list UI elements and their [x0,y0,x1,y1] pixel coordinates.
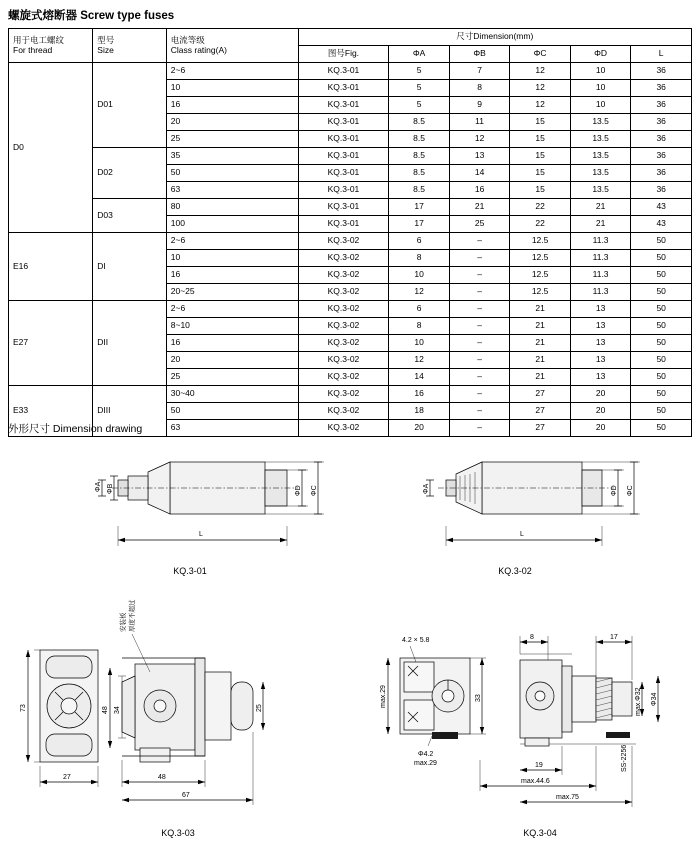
cell-d: 11.3 [570,284,631,301]
cell-a: 8.5 [389,182,450,199]
cell-fig: KQ.3-01 [298,165,389,182]
cell-l: 50 [631,420,692,437]
cell-a: 8.5 [389,148,450,165]
cell-c: 12.5 [510,284,571,301]
table-row [9,301,692,318]
label-max29-left: max.29 [380,685,387,708]
cell-a: 5 [389,80,450,97]
cell-c: 15 [510,131,571,148]
cell-size: DIII [93,386,166,437]
cell-size: DI [93,233,166,301]
cell-d: 13.5 [570,114,631,131]
cell-b: – [449,403,510,420]
label-phi-c: ΦC [627,485,634,496]
cell-c: 21 [510,369,571,386]
cell-b: – [449,318,510,335]
cell-b: – [449,352,510,369]
cell-b: – [449,284,510,301]
cell-b: 14 [449,165,510,182]
header-dimension: 尺寸Dimension(mm) [298,29,691,46]
label-48-v: 48 [102,706,109,714]
cell-a: 6 [389,301,450,318]
cell-fig: KQ.3-02 [298,301,389,318]
cell-fig: KQ.3-02 [298,284,389,301]
cell-fig: KQ.3-01 [298,80,389,97]
cell-a: 18 [389,403,450,420]
spec-table-wrap [8,28,692,437]
cell-d: 10 [570,97,631,114]
cell-b: 13 [449,148,510,165]
cell-c: 12.5 [510,250,571,267]
header-fig: 图号Fig. [298,46,389,63]
caption-kq3-01: KQ.3-01 [173,566,207,576]
table-row [9,63,692,80]
caption-kq3-02: KQ.3-02 [498,566,532,576]
label-phi-d: ΦD [295,485,302,496]
cell-l: 50 [631,369,692,386]
cell-a: 10 [389,267,450,284]
cell-l: 50 [631,250,692,267]
cell-c: 12 [510,80,571,97]
cell-d: 21 [570,199,631,216]
cell-c: 21 [510,318,571,335]
cell-l: 36 [631,80,692,97]
cell-l: 36 [631,63,692,80]
cell-d: 13 [570,301,631,318]
label-phi-a: ΦA [95,481,102,492]
cell-fig: KQ.3-02 [298,267,389,284]
figure-kq3-03 [10,599,310,825]
cell-b: 12 [449,131,510,148]
cell-fig: KQ.3-02 [298,369,389,386]
figure-kq3-04 [370,620,690,825]
cell-b: 21 [449,199,510,216]
cell-d: 13.5 [570,131,631,148]
cell-c: 15 [510,148,571,165]
table-row [9,199,692,216]
caption-kq3-03: KQ.3-03 [161,828,195,838]
cell-l: 50 [631,352,692,369]
table-header-row-1 [9,29,692,46]
cell-l: 50 [631,267,692,284]
cell-fig: KQ.3-02 [298,335,389,352]
table-row [9,148,692,165]
cell-d: 21 [570,216,631,233]
cell-b: – [449,301,510,318]
caption-kq3-04: KQ.3-04 [523,828,557,838]
label-l: L [520,531,524,538]
header-c: ΦC [510,46,571,63]
cell-thread: E27 [9,301,93,386]
note-mount-plate-1: 安装板 [120,612,127,632]
cell-l: 36 [631,148,692,165]
cell-fig: KQ.3-01 [298,199,389,216]
cell-a: 8.5 [389,131,450,148]
cell-c: 21 [510,352,571,369]
cell-l: 43 [631,216,692,233]
cell-fig: KQ.3-02 [298,318,389,335]
cell-d: 10 [570,63,631,80]
cell-l: 43 [631,199,692,216]
figure-kq3-02-svg [370,440,660,575]
figure-kq3-01-svg [40,440,340,575]
cell-size: D01 [93,63,166,148]
cell-b: 9 [449,97,510,114]
cell-rating: 35 [166,148,298,165]
cell-l: 36 [631,114,692,131]
cell-d: 13 [570,352,631,369]
header-a: ΦA [389,46,450,63]
cell-a: 6 [389,233,450,250]
cell-c: 27 [510,386,571,403]
label-max446: max.44.6 [521,778,550,785]
cell-c: 12 [510,97,571,114]
cell-d: 13.5 [570,148,631,165]
cell-a: 17 [389,216,450,233]
cell-c: 27 [510,420,571,437]
cell-b: – [449,420,510,437]
cell-rating: 10 [166,80,298,97]
cell-l: 50 [631,386,692,403]
cell-fig: KQ.3-02 [298,250,389,267]
cell-rating: 20 [166,352,298,369]
cell-a: 8 [389,250,450,267]
cell-d: 11.3 [570,250,631,267]
cell-rating: 16 [166,97,298,114]
label-phi-c: ΦC [311,485,318,496]
cell-l: 36 [631,131,692,148]
label-25: 25 [256,704,263,712]
label-48-h: 48 [158,774,166,781]
cell-rating: 20~25 [166,284,298,301]
cell-size: DII [93,301,166,386]
cell-d: 13 [570,318,631,335]
cell-d: 11.3 [570,267,631,284]
cell-a: 8.5 [389,165,450,182]
cell-a: 16 [389,386,450,403]
cell-c: 15 [510,182,571,199]
cell-fig: KQ.3-02 [298,233,389,250]
cell-c: 12.5 [510,267,571,284]
cell-a: 12 [389,352,450,369]
cell-rating: 50 [166,165,298,182]
cell-thread: D0 [9,63,93,233]
cell-a: 12 [389,284,450,301]
cell-rating: 100 [166,216,298,233]
figure-kq3-02 [370,440,660,580]
figure-kq3-01 [40,440,340,580]
cell-fig: KQ.3-01 [298,131,389,148]
label-34: 34 [114,706,121,714]
cell-rating: 16 [166,335,298,352]
cell-rating: 25 [166,369,298,386]
cell-rating: 20 [166,114,298,131]
label-67: 67 [182,792,190,799]
cell-rating: 16 [166,267,298,284]
cell-d: 11.3 [570,233,631,250]
cell-l: 50 [631,301,692,318]
cell-size: D03 [93,199,166,233]
header-rating: 电流等级 Class rating(A) [166,29,298,63]
label-phi42: Φ4.2 [418,751,434,758]
figure-kq3-03-svg [10,599,310,820]
cell-l: 50 [631,335,692,352]
cell-c: 21 [510,301,571,318]
label-33: 33 [475,694,482,702]
cell-d: 10 [570,80,631,97]
cell-a: 17 [389,199,450,216]
cell-b: – [449,250,510,267]
cell-b: – [449,386,510,403]
cell-d: 13 [570,369,631,386]
cell-a: 5 [389,63,450,80]
cell-b: – [449,233,510,250]
cell-thread: E33 [9,386,93,437]
label-phi-b: ΦB [107,483,114,494]
cell-fig: KQ.3-01 [298,114,389,131]
cell-c: 21 [510,335,571,352]
cell-c: 15 [510,165,571,182]
cell-l: 50 [631,233,692,250]
label-phi-d: ΦD [611,485,618,496]
cell-c: 22 [510,216,571,233]
dimension-drawing-heading: 外形尺寸 Dimension drawing [8,423,143,435]
cell-c: 12 [510,63,571,80]
cell-l: 50 [631,318,692,335]
cell-fig: KQ.3-02 [298,403,389,420]
label-27: 27 [63,774,71,781]
cell-l: 36 [631,165,692,182]
cell-d: 13.5 [570,182,631,199]
cell-rating: 2~6 [166,233,298,250]
cell-b: – [449,267,510,284]
note-mount-plate-2: 厚度不超过 [129,599,136,632]
cell-size: D02 [93,148,166,199]
table-row [9,233,692,250]
table-row [9,386,692,403]
label-19: 19 [535,762,543,769]
label-max-phi32: max.Φ32 [635,687,642,716]
cell-rating: 2~6 [166,301,298,318]
cell-rating: 2~6 [166,63,298,80]
cell-thread: E16 [9,233,93,301]
label-73: 73 [20,704,27,712]
header-d: ΦD [570,46,631,63]
figure-kq3-04-svg [370,620,690,820]
cell-rating: 80 [166,199,298,216]
cell-a: 8.5 [389,114,450,131]
cell-b: – [449,369,510,386]
cell-a: 20 [389,420,450,437]
cell-rating: 25 [166,131,298,148]
label-phi-a: ΦA [423,483,430,494]
cell-a: 8 [389,318,450,335]
cell-l: 36 [631,182,692,199]
cell-c: 12.5 [510,233,571,250]
cell-fig: KQ.3-02 [298,420,389,437]
cell-d: 13 [570,335,631,352]
cell-l: 50 [631,403,692,420]
label-l: L [199,531,203,538]
label-max29-bottom: max.29 [414,760,437,767]
cell-fig: KQ.3-01 [298,182,389,199]
label-ss2256: SS-2256 [621,744,628,772]
cell-c: 27 [510,403,571,420]
cell-a: 5 [389,97,450,114]
cell-fig: KQ.3-01 [298,148,389,165]
header-b: ΦB [449,46,510,63]
cell-c: 15 [510,114,571,131]
cell-fig: KQ.3-01 [298,63,389,80]
cell-d: 20 [570,386,631,403]
cell-a: 14 [389,369,450,386]
cell-rating: 10 [166,250,298,267]
cell-fig: KQ.3-02 [298,386,389,403]
cell-fig: KQ.3-02 [298,352,389,369]
spec-table [8,28,692,437]
header-l: L [631,46,692,63]
spec-table-body [9,63,692,437]
cell-fig: KQ.3-01 [298,216,389,233]
cell-rating: 63 [166,182,298,199]
cell-b: 7 [449,63,510,80]
cell-rating: 63 [166,420,298,437]
cell-rating: 50 [166,403,298,420]
label-hole-size: 4.2 × 5.8 [402,637,430,644]
cell-d: 20 [570,420,631,437]
label-17: 17 [610,634,618,641]
label-phi34: Φ34 [651,692,658,706]
cell-rating: 8~10 [166,318,298,335]
cell-b: 16 [449,182,510,199]
header-thread: 用于电工螺纹 For thread [9,29,93,63]
header-size: 型号 Size [93,29,166,63]
label-max75: max.75 [556,794,579,801]
cell-l: 36 [631,97,692,114]
cell-rating: 30~40 [166,386,298,403]
cell-b: 11 [449,114,510,131]
cell-l: 50 [631,284,692,301]
cell-b: 25 [449,216,510,233]
cell-fig: KQ.3-01 [298,97,389,114]
cell-b: – [449,335,510,352]
cell-c: 22 [510,199,571,216]
cell-b: 8 [449,80,510,97]
cell-d: 13.5 [570,165,631,182]
cell-d: 20 [570,403,631,420]
page-title: 螺旋式熔断器 Screw type fuses [8,10,175,22]
label-8: 8 [530,634,534,641]
cell-a: 10 [389,335,450,352]
